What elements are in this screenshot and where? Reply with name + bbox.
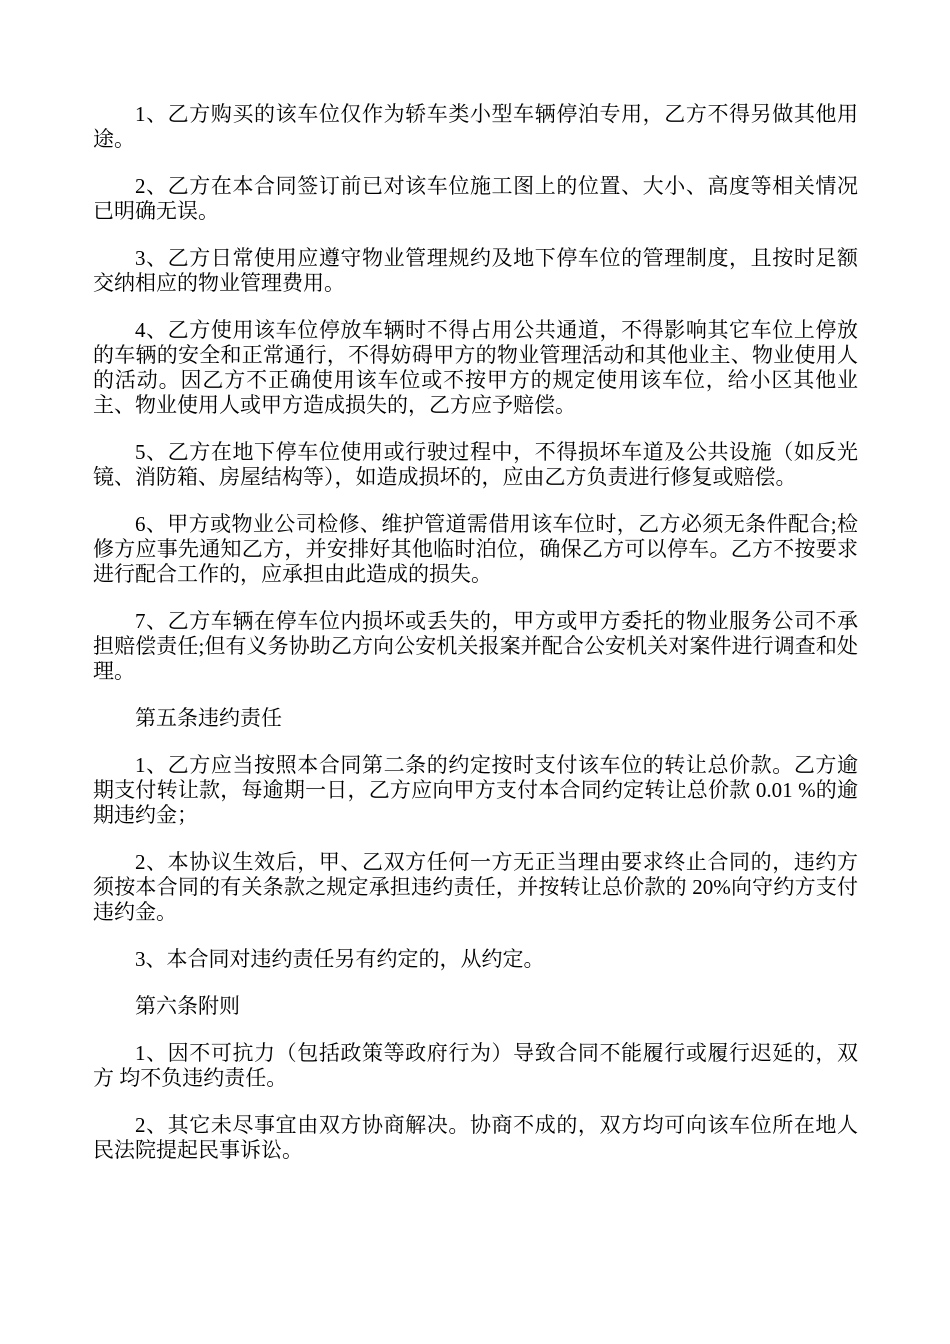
contract-clause: 1、乙方应当按照本合同第二条的约定按时支付该车位的转让总价款。乙方逾期支付转让款，每逾期一日，乙方应向甲方支付本合同约定转让总价款 0.01 %的逾期违约金； [93,753,858,827]
contract-clause: 6、甲方或物业公司检修、维护管道需借用该车位时，乙方必须无条件配合;检修方应事先通知乙方，并安排好其他临时泊位，确保乙方可以停车。乙方不按要求进行配合工作的，应承担由此造成的损失。 [93,512,858,586]
contract-clause: 7、乙方车辆在停车位内损坏或丢失的，甲方或甲方委托的物业服务公司不承担赔偿责任;但有义务协助乙方向公安机关报案并配合公安机关对案件进行调查和处理。 [93,609,858,683]
contract-clause: 3、本合同对违约责任另有约定的，从约定。 [135,947,545,971]
section-heading-article5: 第五条违约责任 [135,706,282,730]
contract-clause: 2、乙方在本合同签订前已对该车位施工图上的位置、大小、高度等相关情况已明确无误。 [93,174,858,223]
contract-clause: 1、乙方购买的该车位仅作为轿车类小型车辆停泊专用，乙方不得另做其他用途。 [93,102,858,151]
contract-body [93,102,858,1163]
contract-clause: 2、本协议生效后，甲、乙双方任何一方无正当理由要求终止合同的，违约方须按本合同的有关条款之规定承担违约责任，并按转让总价款的 20%向守约方支付违约金。 [93,850,858,924]
section-heading-article6: 第六条附则 [135,994,240,1018]
contract-clause: 5、乙方在地下停车位使用或行驶过程中，不得损坏车道及公共设施（如反光镜、消防箱、房屋结构等），如造成损坏的，应由乙方负责进行修复或赔偿。 [93,440,858,489]
contract-clause: 3、乙方日常使用应遵守物业管理规约及地下停车位的管理制度，且按时足额交纳相应的物业管理费用。 [93,246,858,295]
contract-clause: 4、乙方使用该车位停放车辆时不得占用公共通道，不得影响其它车位上停放的车辆的安全和正常通行，不得妨碍甲方的物业管理活动和其他业主、物业使用人的活动。因乙方不正确使用该车位或不按甲方的规定使用该车位，给小区其他业主、物业使用人或甲方造成损失的，乙方应予赔偿。 [93,318,858,417]
contract-clause: 2、其它未尽事宜由双方协商解决。协商不成的，双方均可向该车位所在地人民法院提起民事诉讼。 [93,1113,858,1162]
contract-clause: 1、因不可抗力（包括政策等政府行为）导致合同不能履行或履行迟延的，双方 均不负违约责任。 [93,1041,858,1090]
